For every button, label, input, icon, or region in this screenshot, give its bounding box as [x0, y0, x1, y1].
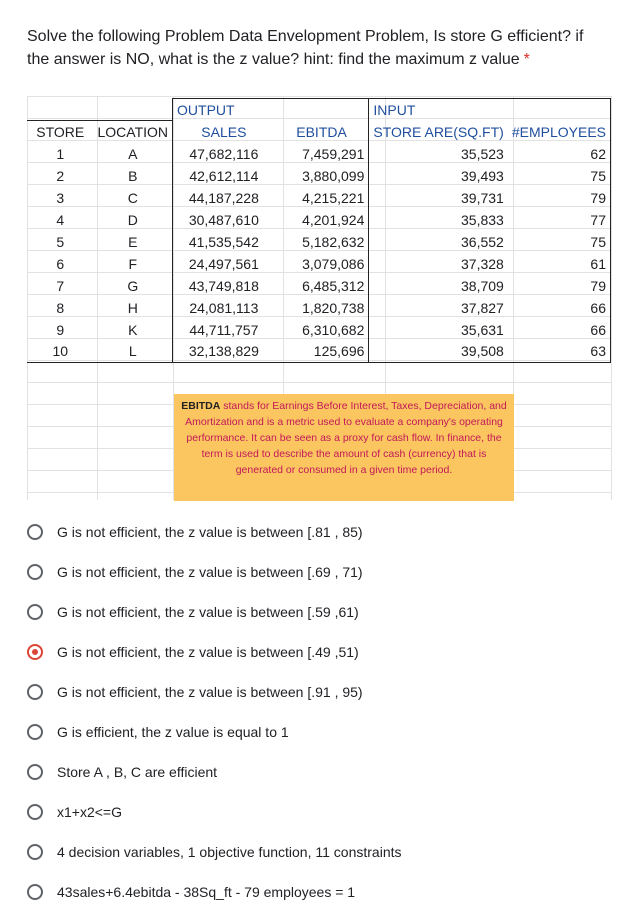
cell-ebitda: 6,485,312: [302, 277, 365, 294]
cell-ebitda: 7,459,291: [302, 145, 365, 162]
answer-option[interactable]: [27, 599, 359, 625]
cell-sales: 44,187,228: [173, 187, 275, 209]
answer-option-label: 4 decision variables, 1 objective function, 11 constraints: [57, 844, 402, 860]
answer-option[interactable]: [27, 839, 402, 865]
cell-store: 3: [56, 189, 65, 206]
answer-option[interactable]: [27, 639, 359, 665]
cell-store: 5: [56, 233, 65, 250]
cell-ebitda: 3,079,086: [302, 255, 365, 272]
cell-ebitda: 6,310,682: [302, 321, 365, 338]
group-input-label: INPUT: [369, 99, 508, 121]
cell-area: 39,731: [369, 187, 508, 209]
cell-employees: 66: [508, 297, 611, 319]
col-header-sales: SALES: [173, 121, 275, 143]
cell-store: 9: [56, 321, 65, 338]
cell-sales: 24,497,561: [173, 253, 275, 275]
cell-area: 38,709: [369, 275, 508, 297]
cell-location: H: [127, 299, 138, 316]
radio-icon[interactable]: [27, 524, 43, 540]
cell-store: 2: [56, 167, 65, 184]
table-row: [27, 209, 611, 231]
cell-location: F: [128, 255, 138, 272]
cell-employees: 62: [508, 143, 611, 165]
cell-employees: 61: [508, 253, 611, 275]
cell-area: 37,328: [369, 253, 508, 275]
answer-option-label: G is not efficient, the z value is between [.59 ,61): [57, 604, 359, 620]
cell-area: 37,827: [369, 297, 508, 319]
cell-store: 1: [56, 145, 65, 162]
col-header-location: LOCATION: [94, 121, 173, 143]
table-row: [27, 143, 611, 165]
answer-option-label: G is efficient, the z value is equal to 1: [57, 724, 289, 740]
table-row: [27, 297, 611, 319]
cell-employees: 77: [508, 209, 611, 231]
radio-icon[interactable]: [27, 684, 43, 700]
radio-icon[interactable]: [27, 844, 43, 860]
table-row: [27, 187, 611, 209]
cell-employees: 63: [508, 341, 611, 363]
group-output-label: OUTPUT: [173, 99, 369, 121]
cell-employees: 75: [508, 165, 611, 187]
answer-option-label: G is not efficient, the z value is between [.69 , 71): [57, 564, 363, 580]
table-row: [27, 253, 611, 275]
cell-employees: 79: [508, 275, 611, 297]
cell-sales: 44,711,757: [173, 319, 275, 341]
cell-ebitda: 3,880,099: [302, 167, 365, 184]
answer-option[interactable]: [27, 679, 363, 705]
cell-employees: 79: [508, 187, 611, 209]
table-row: [27, 231, 611, 253]
cell-area: 35,833: [369, 209, 508, 231]
col-header-store: STORE: [27, 121, 94, 143]
radio-icon[interactable]: [27, 564, 43, 580]
answer-option-label: Store A , B, C are efficient: [57, 764, 218, 780]
table-row: [27, 275, 611, 297]
cell-sales: 43,749,818: [173, 275, 275, 297]
table-row: [27, 319, 611, 341]
col-header-ebitda: EBITDA: [296, 123, 347, 140]
radio-icon[interactable]: [27, 764, 43, 780]
cell-employees: 66: [508, 319, 611, 341]
answer-option-label: G is not efficient, the z value is between [.91 , 95): [57, 684, 363, 700]
cell-area: 36,552: [369, 231, 508, 253]
radio-icon[interactable]: [27, 724, 43, 740]
cell-sales: 42,612,114: [173, 165, 275, 187]
cell-store: 8: [56, 299, 65, 316]
cell-sales: 30,487,610: [173, 209, 275, 231]
question-text: Solve the following Problem Data Envelopment Problem, Is store G efficient? if the answer is NO, what is the z value? hint: find the maximum z value: [27, 28, 584, 68]
cell-location: E: [128, 233, 138, 250]
cell-store: 7: [56, 277, 65, 294]
cell-store: 4: [56, 211, 65, 228]
answer-option[interactable]: [27, 519, 363, 545]
table-row: [27, 165, 611, 187]
answer-option[interactable]: [27, 879, 355, 905]
answer-option-label: 43sales+6.4ebitda - 38Sq_ft - 79 employees = 1: [57, 884, 356, 900]
cell-location: L: [94, 341, 173, 363]
answer-option[interactable]: [27, 559, 363, 585]
column-header-row: [27, 121, 611, 143]
cell-ebitda: 5,182,632: [302, 233, 365, 250]
radio-selected-icon[interactable]: [27, 644, 43, 660]
ebitda-callout: [174, 394, 514, 501]
callout-text: stands for Earnings Before Interest, Taxes, Depreciation, and Amortization and is a metric used to evaluate a company's operating performance. It can be seen as a proxy for cash flow. In finance, the term is used to describe the amount of cash (currency) that is generated or consumed in a given time period.: [185, 400, 507, 476]
cell-store: 6: [56, 255, 65, 272]
answer-option[interactable]: [27, 759, 217, 785]
cell-sales: 47,682,116: [173, 143, 275, 165]
answer-option-label: G is not efficient, the z value is between [.81 , 85): [57, 524, 363, 540]
cell-location: C: [127, 189, 138, 206]
col-header-employees: #EMPLOYEES: [508, 121, 611, 143]
answer-option[interactable]: [27, 719, 289, 745]
cell-area: 35,631: [369, 319, 508, 341]
answer-option[interactable]: [27, 799, 122, 825]
cell-employees: 75: [508, 231, 611, 253]
cell-ebitda: 125,696: [275, 341, 369, 363]
spreadsheet-image: [27, 96, 611, 500]
cell-sales: 41,535,542: [173, 231, 275, 253]
radio-icon[interactable]: [27, 604, 43, 620]
cell-area: 39,493: [369, 165, 508, 187]
cell-location: K: [128, 321, 138, 338]
data-table: [27, 98, 611, 363]
required-marker: *: [523, 51, 530, 68]
cell-area: 35,523: [369, 143, 508, 165]
cell-ebitda: 1,820,738: [302, 299, 365, 316]
radio-icon[interactable]: [27, 884, 43, 900]
group-header-row: [27, 99, 611, 121]
cell-ebitda: 4,201,924: [302, 211, 365, 228]
table-row: [27, 341, 611, 363]
answer-option-label: x1+x2<=G: [57, 804, 122, 820]
cell-sales: 24,081,113: [173, 297, 275, 319]
cell-location: D: [127, 211, 138, 228]
col-header-area: STORE ARE(SQ.FT): [369, 121, 508, 143]
cell-area: 39,508: [369, 341, 508, 363]
cell-location: A: [128, 145, 138, 162]
cell-location: G: [127, 277, 139, 294]
callout-term: EBITDA: [181, 400, 221, 412]
answer-option-label: G is not efficient, the z value is between [.49 ,51): [57, 644, 359, 660]
cell-ebitda: 4,215,221: [302, 189, 365, 206]
question-title: [27, 25, 607, 71]
radio-icon[interactable]: [27, 804, 43, 820]
cell-sales: 32,138,829: [173, 341, 275, 363]
cell-location: B: [128, 167, 138, 184]
cell-store: 10: [27, 341, 94, 363]
